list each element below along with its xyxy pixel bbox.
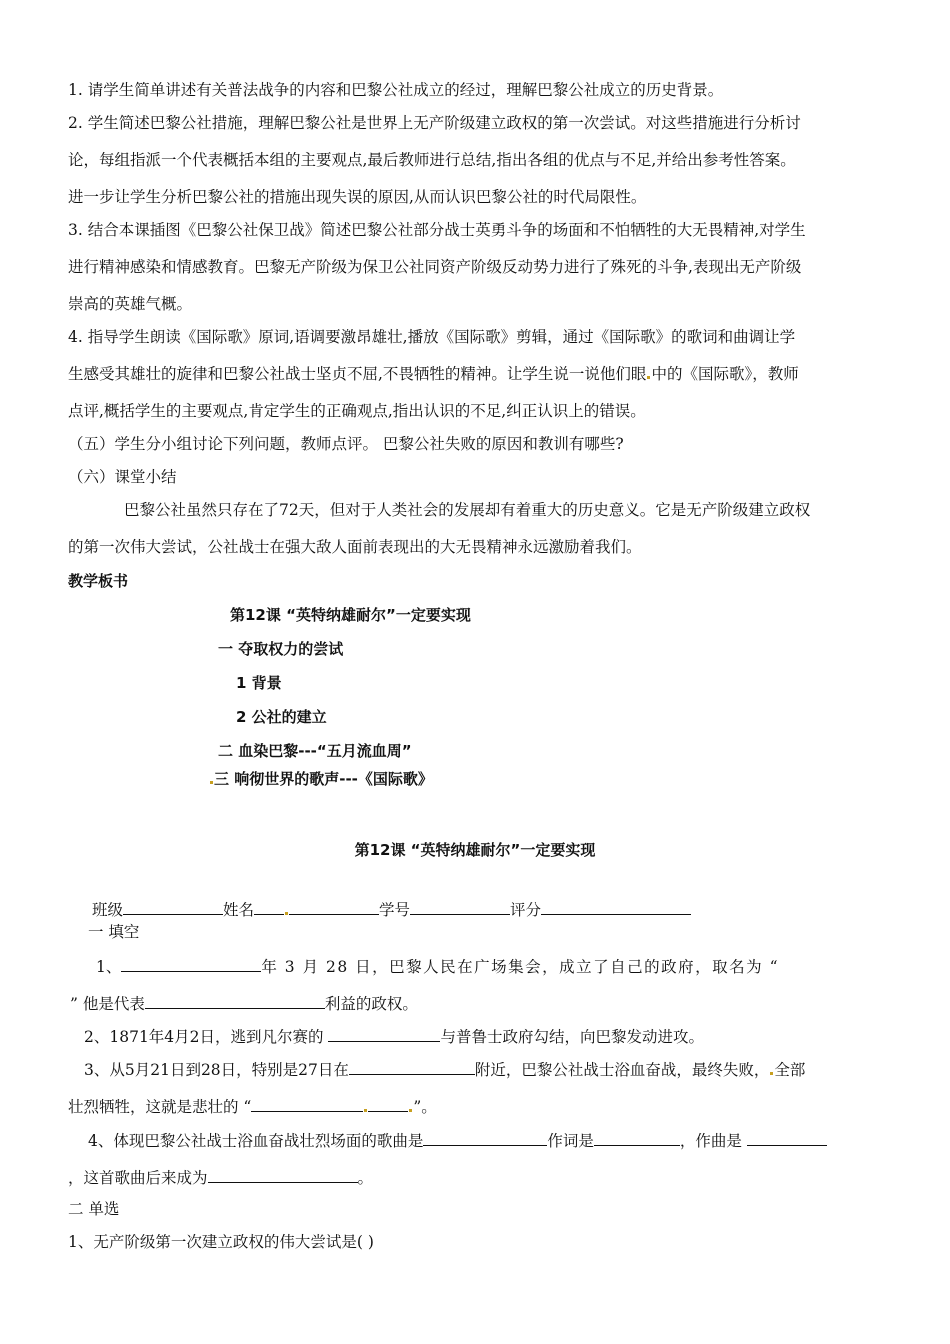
text: 三 响彻世界的歌声---《国际歌》 <box>214 770 433 788</box>
text: 壮烈牺牲，这就是悲壮的 “ <box>68 1098 252 1116</box>
text: 附近，巴黎公社战士浴血奋战，最终失败， <box>474 1061 770 1079</box>
answer-blank[interactable] <box>328 1025 440 1042</box>
text: ”。 <box>413 1098 437 1116</box>
score-label: 评分 <box>510 901 542 919</box>
text: 中的《国际歌》，教师 <box>651 365 799 383</box>
worksheet-title: 第12课 “英特纳雄耐尔”一定要实现 <box>354 841 596 859</box>
mark-dot <box>210 781 213 784</box>
score-blank[interactable] <box>541 898 691 915</box>
paragraph: 崇高的英雄气概。 <box>68 295 193 313</box>
text: 与普鲁士政府勾结，向巴黎发动进攻。 <box>440 1028 704 1046</box>
board-title: 第12课 “英特纳雄耐尔”一定要实现 <box>230 606 471 624</box>
mark-dot <box>770 1072 773 1075</box>
answer-blank[interactable] <box>121 955 261 972</box>
board-item <box>209 769 729 789</box>
name-label: 姓名 <box>223 901 255 919</box>
class-blank[interactable] <box>123 898 223 915</box>
paragraph: 1. 请学生简单讲述有关普法战争的内容和巴黎公社成立的经过，理解巴黎公社成立的历史背景。 <box>68 81 724 99</box>
text: 2、1871年4月2日，逃到凡尔赛的 <box>84 1028 324 1046</box>
answer-blank[interactable] <box>349 1058 475 1075</box>
text: ，作曲是 <box>679 1132 742 1150</box>
answer-blank[interactable] <box>423 1129 547 1146</box>
paragraph: 3. 结合本课插图《巴黎公社保卫战》简述巴黎公社部分战士英勇斗争的场面和不怕牺牲的大无畏精神,对学生 <box>68 221 806 239</box>
section-heading: 一 填空 <box>88 923 140 941</box>
answer-blank[interactable] <box>747 1129 827 1146</box>
question <box>84 1058 876 1080</box>
answer-blank[interactable] <box>208 1166 358 1183</box>
question <box>88 1129 876 1151</box>
mark-dot <box>285 912 288 915</box>
section-heading: 二 单选 <box>68 1200 120 1218</box>
paragraph: 进一步让学生分析巴黎公社的措施出现失误的原因,从而认识巴黎公社的时代局限性。 <box>68 188 647 206</box>
board-heading: 教学板书 <box>68 572 129 590</box>
paragraph <box>68 364 876 384</box>
mark-dot <box>364 1109 367 1112</box>
answer-blank[interactable] <box>251 1095 363 1112</box>
mark-dot <box>409 1109 412 1112</box>
text: ，这首歌曲后来成为 <box>68 1169 208 1187</box>
answer-blank[interactable] <box>145 992 325 1009</box>
board-item: 2 公社的建立 <box>236 708 327 726</box>
mark-dot <box>647 376 650 379</box>
text: 作词是 <box>547 1132 594 1150</box>
paragraph: 4. 指导学生朗读《国际歌》原词,语调要激昂雄壮,播放《国际歌》剪辑，通过《国际歌》的歌词和曲调让学 <box>68 328 796 346</box>
paragraph: 进行精神感染和情感教育。巴黎无产阶级为保卫公社同资产阶级反动势力进行了殊死的斗争,表现出无产阶级 <box>68 258 802 276</box>
question: 1、无产阶级第一次建立政权的伟大尝试是( ) <box>68 1233 374 1251</box>
answer-blank[interactable] <box>368 1095 408 1112</box>
text: 1、 <box>96 958 122 976</box>
question <box>68 1166 876 1188</box>
text: 年 3 月 28 日，巴黎人民在广场集会，成立了自己的政府，取名为 “ <box>261 958 780 976</box>
paragraph: 巴黎公社虽然只存在了72天，但对于人类社会的发展却有着重大的历史意义。它是无产阶级建立政权 <box>124 501 811 519</box>
class-label: 班级 <box>92 901 124 919</box>
text: 生感受其雄壮的旋律和巴黎公社战士坚贞不屈,不畏牺牲的精神。让学生说一说他们眼 <box>68 365 647 383</box>
paragraph: 2. 学生简述巴黎公社措施，理解巴黎公社是世界上无产阶级建立政权的第一次尝试。对这些措施进行分析讨 <box>68 114 801 132</box>
name-blank[interactable] <box>289 898 379 915</box>
text: 全部 <box>774 1061 806 1079</box>
text: 利益的政权。 <box>324 995 418 1013</box>
text: 3、从5月21日到28日，特别是27日在 <box>84 1061 349 1079</box>
number-label: 学号 <box>379 901 411 919</box>
paragraph: 论，每组指派一个代表概括本组的主要观点,最后教师进行总结,指出各组的优点与不足,并给出参考性答案。 <box>68 151 796 169</box>
paragraph: 的第一次伟大尝试，公社战士在强大敌人面前表现出的大无畏精神永远激励着我们。 <box>68 538 642 556</box>
number-blank[interactable] <box>410 898 510 915</box>
board-item: 一 夺取权力的尝试 <box>218 640 344 658</box>
question <box>96 955 876 977</box>
question <box>70 992 878 1014</box>
question <box>84 1025 892 1047</box>
question <box>68 1095 876 1117</box>
board-item: 二 血染巴黎---“五月流血周” <box>218 742 412 760</box>
section-heading: （六）课堂小结 <box>68 468 177 486</box>
board-item: 1 背景 <box>236 674 282 692</box>
text: 。 <box>357 1169 374 1187</box>
text: 4、体现巴黎公社战士浴血奋战壮烈场面的歌曲是 <box>88 1132 424 1150</box>
student-info-row <box>92 898 872 920</box>
paragraph: （五）学生分小组讨论下列问题，教师点评。 巴黎公社失败的原因和教训有哪些? <box>68 435 624 453</box>
text: ” 他是代表 <box>70 995 145 1013</box>
name-blank[interactable] <box>254 898 284 915</box>
answer-blank[interactable] <box>594 1129 680 1146</box>
paragraph: 点评,概括学生的主要观点,肯定学生的正确观点,指出认识的不足,纠正认识上的错误。 <box>68 402 646 420</box>
